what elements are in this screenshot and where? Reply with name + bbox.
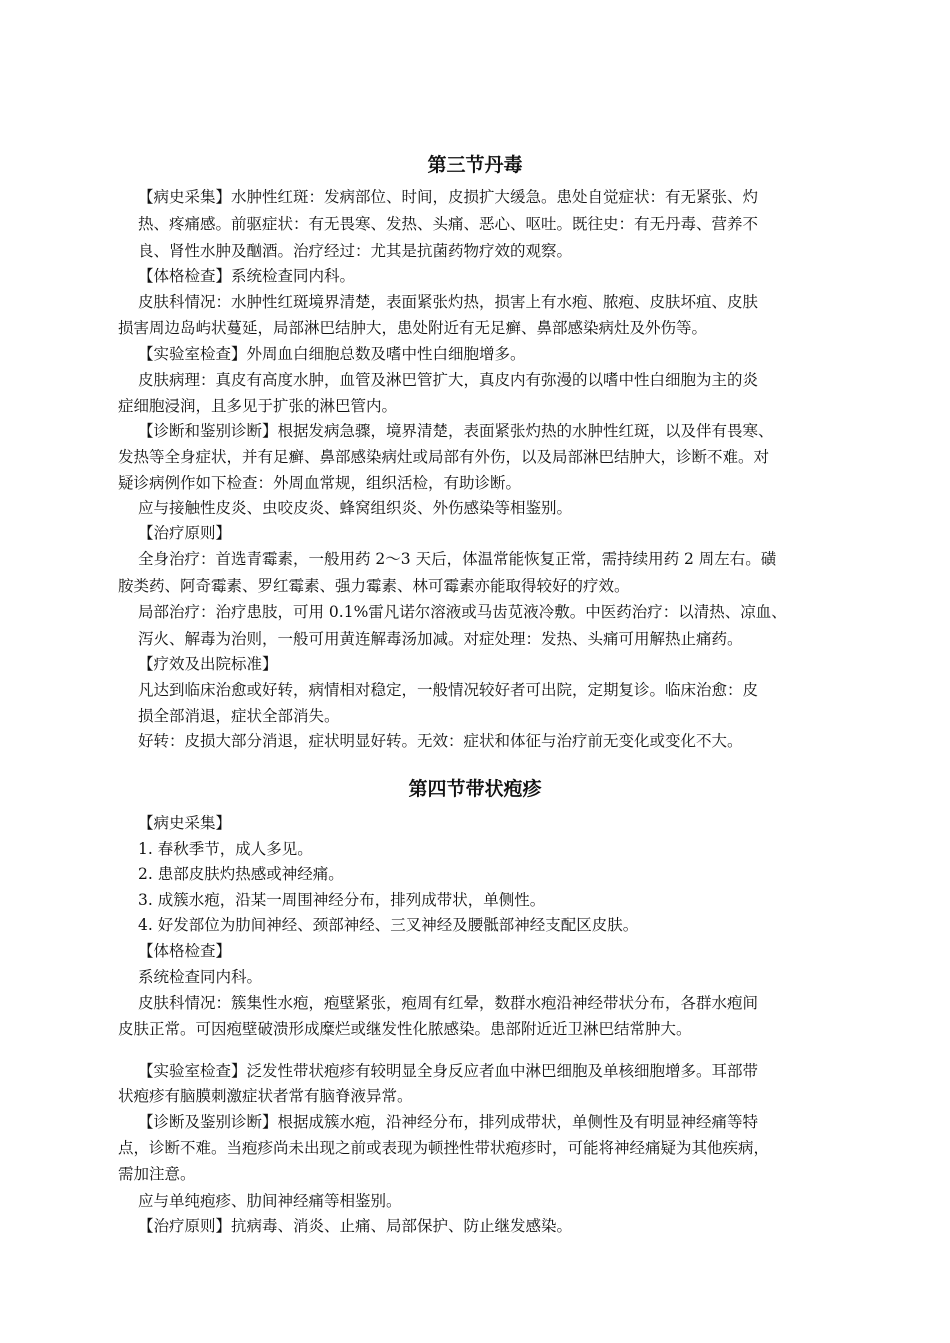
list-item: 3. 成簇水疱，沿某一周围神经分布，排列成带状，单侧性。 [138,891,546,909]
paragraph-line: 损害周边岛屿状蔓延，局部淋巴结肿大，患处附近有无足癣、鼻部感染病灶及外伤等。 [118,319,708,337]
paragraph-line: 损全部消退，症状全部消失。 [138,707,340,725]
paragraph-line: 凡达到临床治愈或好转，病情相对稳定，一般情况较好者可出院，定期复诊。临床治愈：皮 [138,681,759,699]
list-item: 1. 春秋季节，成人多见。 [138,840,313,858]
paragraph-line: 应与接触性皮炎、虫咬皮炎、蜂窝组织炎、外伤感染等相鉴别。 [138,499,573,517]
paragraph-line: 热、疼痛感。前驱症状：有无畏寒、发热、头痛、恶心、呕吐。既往史：有无丹毒、营养不 [138,215,759,233]
paragraph-line: 皮肤科情况：水肿性红斑境界清楚，表面紧张灼热，损害上有水疱、脓疱、皮肤坏疽、皮肤 [138,293,759,311]
paragraph-line: 系统检查同内科。 [138,968,263,986]
paragraph-line: 【病史采集】 [138,814,232,832]
paragraph-line: 胺类药、阿奇霉素、罗红霉素、强力霉素、林可霉素亦能取得较好的疗效。 [118,577,630,595]
paragraph-line: 状疱疹有脑膜刺激症状者常有脑脊液异常。 [118,1087,413,1105]
paragraph-line: 好转：皮损大部分消退，症状明显好转。无效：症状和体征与治疗前无变化或变化不大。 [138,732,743,750]
paragraph-line: 【治疗原则】抗病毒、消炎、止痛、局部保护、防止继发感染。 [138,1217,573,1235]
paragraph-line: 疑诊病例作如下检查：外周血常规，组织活检，有助诊断。 [118,474,522,492]
paragraph-line: 全身治疗：首选青霉素，一般用药 2～3 天后，体温常能恢复正常，需持续用药 2 周左右。磺 [138,550,777,568]
paragraph-line: 应与单纯疱疹、肋间神经痛等相鉴别。 [138,1192,402,1210]
paragraph-line: 【诊断及鉴别诊断】根据成簇水疱，沿神经分布，排列成带状，单侧性及有明显神经痛等特 [138,1113,759,1131]
paragraph-line: 【病史采集】水肿性红斑：发病部位、时间，皮损扩大缓急。患处自觉症状：有无紧张、灼 [138,188,759,206]
section-title: 第三节丹毒 [427,154,523,176]
list-item: 4. 好发部位为肋间神经、颈部神经、三叉神经及腰骶部神经支配区皮肤。 [138,916,639,934]
paragraph-line: 皮肤病理：真皮有高度水肿，血管及淋巴管扩大，真皮内有弥漫的以嗜中性白细胞为主的炎 [138,371,759,389]
paragraph-line: 症细胞浸润，且多见于扩张的淋巴管内。 [118,397,398,415]
paragraph-line: 【实验室检查】外周血白细胞总数及嗜中性白细胞增多。 [138,345,526,363]
paragraph-line: 【体格检查】系统检查同内科。 [138,267,356,285]
paragraph-line: 【疗效及出院标准】 [138,655,278,673]
paragraph-line: 发热等全身症状，并有足癣、鼻部感染病灶或局部有外伤，以及局部淋巴结肿大，诊断不难。对 [118,448,770,466]
paragraph-line: 需加注意。 [118,1165,196,1183]
section-title: 第四节带状疱疹 [408,778,542,800]
paragraph-line: 皮肤正常。可因疱壁破溃形成糜烂或继发性化脓感染。患部附近近卫淋巴结常肿大。 [118,1020,692,1038]
list-item: 2. 患部皮肤灼热感或神经痛。 [138,865,344,883]
paragraph-line: 良、肾性水肿及酗酒。治疗经过：尤其是抗菌药物疗效的观察。 [138,242,573,260]
paragraph-line: 局部治疗：治疗患肢，可用 0.1%雷凡诺尔溶液或马齿苋液冷敷。中医药治疗：以清热、凉血、 [138,603,787,621]
paragraph-line: 【诊断和鉴别诊断】根据发病急骤，境界清楚，表面紧张灼热的水肿性红斑，以及伴有畏寒、 [138,422,774,440]
paragraph-line: 点，诊断不难。当疱疹尚未出现之前或表现为顿挫性带状疱疹时，可能将神经痛疑为其他疾病， [118,1139,770,1157]
paragraph-line: 【治疗原则】 [138,524,232,542]
paragraph-line: 【实验室检查】泛发性带状疱疹有较明显全身反应者血中淋巴细胞及单核细胞增多。耳部带 [138,1062,759,1080]
paragraph-line: 皮肤科情况：簇集性水疱，疱壁紧张，疱周有红晕，数群水疱沿神经带状分布，各群水疱间 [138,994,759,1012]
paragraph-line: 泻火、解毒为治则，一般可用黄连解毒汤加减。对症处理：发热、头痛可用解热止痛药。 [138,630,743,648]
paragraph-line: 【体格检查】 [138,942,232,960]
